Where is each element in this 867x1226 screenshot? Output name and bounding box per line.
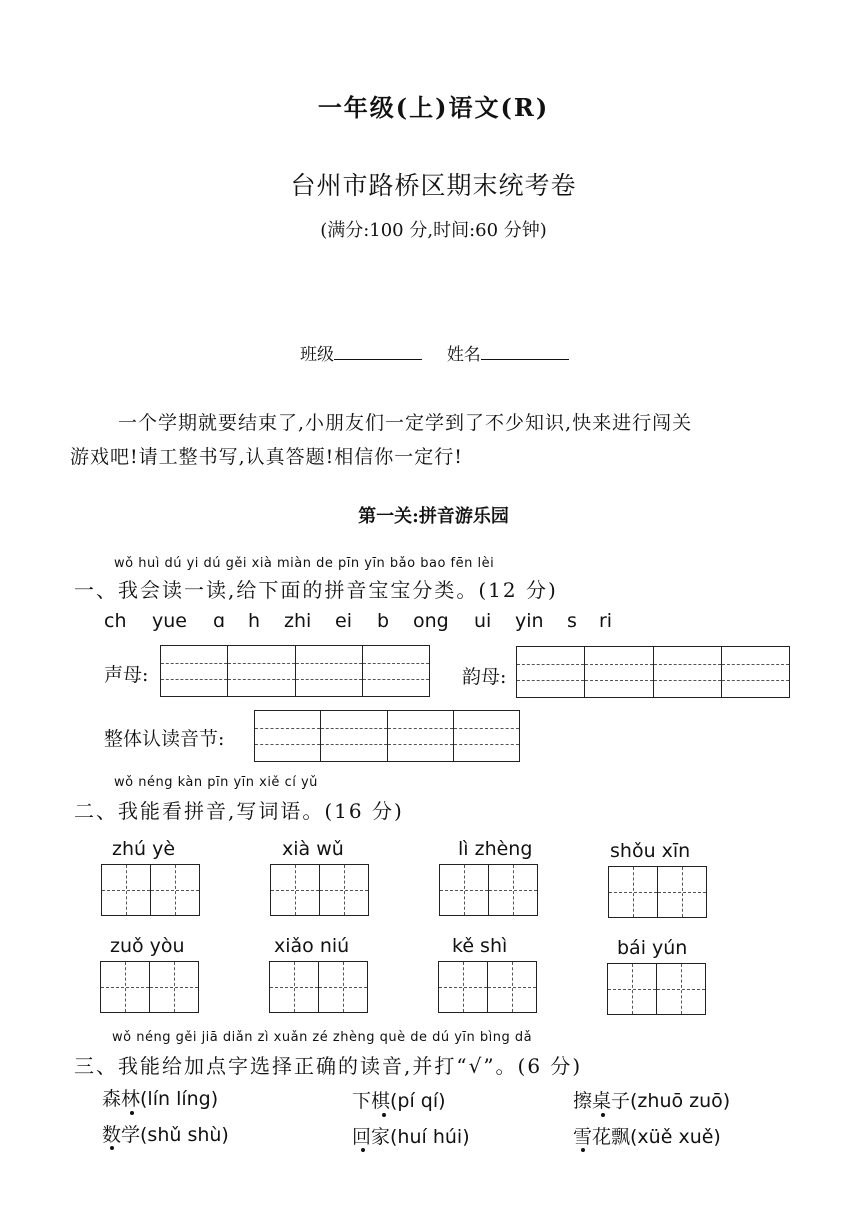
choice-item[interactable] <box>573 1122 721 1149</box>
initials-grid[interactable] <box>160 645 430 697</box>
q1-letters <box>0 610 867 636</box>
grid-cell[interactable] <box>454 711 519 761</box>
choice-options[interactable]: (lín líng) <box>140 1088 219 1110</box>
emphasis-dot <box>382 1113 386 1117</box>
q1-pinyin: wǒ huì dú yi dú gěi xià miàn de pīn yīn bǎo bao fēn lèi <box>114 556 495 571</box>
tianzige[interactable] <box>607 963 706 1015</box>
letter: ch <box>104 610 127 632</box>
choice-item[interactable] <box>102 1084 218 1111</box>
exam-title: 台州市路桥区期末统考卷 <box>290 171 577 200</box>
choice-options[interactable]: (pí qí) <box>390 1090 446 1112</box>
finals-label: 韵母: <box>462 666 507 688</box>
grid-cell[interactable] <box>585 647 653 697</box>
grid-cell[interactable] <box>255 711 321 761</box>
grid-cell[interactable] <box>321 711 387 761</box>
whole-grid[interactable] <box>254 710 520 762</box>
letter: b <box>377 610 390 632</box>
choice-word: 回家 <box>352 1126 391 1148</box>
choice-options[interactable]: (huí húi) <box>390 1126 470 1148</box>
emphasis-dot <box>110 1146 114 1150</box>
choice-word: 雪花飘 <box>573 1126 631 1148</box>
name-label: 姓名 <box>446 345 481 365</box>
letter: ɑ <box>213 610 226 632</box>
word-pinyin: zhú yè <box>112 838 176 860</box>
choice-word: 下棋 <box>352 1090 391 1112</box>
letter: yin <box>515 610 544 632</box>
choice-item[interactable] <box>352 1122 470 1149</box>
letter: s <box>567 610 577 632</box>
choice-options[interactable]: (xüě xuě) <box>630 1126 721 1148</box>
grid-cell[interactable] <box>517 647 585 697</box>
emphasis-dot <box>601 1113 605 1117</box>
tianzige[interactable] <box>101 864 200 916</box>
intro-line-2: 游戏吧!请工整书写,认真答题!相信你一定行! <box>70 446 463 468</box>
grid-cell[interactable] <box>654 647 722 697</box>
emphasis-dot <box>361 1148 365 1152</box>
word-pinyin: xiǎo niú <box>274 935 350 957</box>
tianzige[interactable] <box>100 961 199 1013</box>
initials-label: 声母: <box>104 664 149 686</box>
letter: h <box>248 610 261 632</box>
letter: zhi <box>284 610 312 632</box>
intro-line-1: 一个学期就要结束了,小朋友们一定学到了不少知识,快来进行闯关 <box>118 412 693 434</box>
emphasis-dot <box>130 1111 134 1115</box>
finals-grid[interactable] <box>516 646 790 698</box>
tianzige[interactable] <box>438 961 537 1013</box>
word-pinyin: kě shì <box>452 935 508 957</box>
q3-text: 三、我能给加点字选择正确的读音,并打“√”。(6 分) <box>74 1054 583 1078</box>
word-pinyin: zuǒ yòu <box>110 935 185 957</box>
q2-pinyin: wǒ néng kàn pīn yīn xiě cí yǔ <box>114 775 318 790</box>
choice-word: 擦桌子 <box>573 1090 631 1112</box>
grid-cell[interactable] <box>228 646 295 696</box>
score-time: (满分:100 分,时间:60 分钟) <box>320 220 547 241</box>
emphasis-dot <box>581 1148 585 1152</box>
choice-item[interactable] <box>573 1086 730 1113</box>
grid-cell[interactable] <box>161 646 228 696</box>
letter: ui <box>474 610 492 632</box>
class-field[interactable] <box>334 345 422 360</box>
choice-item[interactable] <box>102 1120 229 1147</box>
tianzige[interactable] <box>608 866 707 918</box>
q1-text: 一、我会读一读,给下面的拼音宝宝分类。(12 分) <box>74 578 558 602</box>
choice-word: 数学 <box>102 1124 141 1146</box>
grid-cell[interactable] <box>722 647 789 697</box>
letter: yue <box>152 610 187 632</box>
letter: ong <box>413 610 449 632</box>
name-field[interactable] <box>481 345 569 360</box>
letter: ri <box>599 610 613 632</box>
student-info <box>300 340 569 365</box>
grid-cell[interactable] <box>388 711 454 761</box>
q2-text: 二、我能看拼音,写词语。(16 分) <box>74 799 404 823</box>
tianzige[interactable] <box>269 961 368 1013</box>
word-pinyin: shǒu xīn <box>610 840 691 862</box>
choice-options[interactable]: (zhuō zuō) <box>630 1090 731 1112</box>
whole-label: 整体认读音节: <box>104 728 225 750</box>
word-pinyin: xià wǔ <box>282 838 344 860</box>
tianzige[interactable] <box>270 864 369 916</box>
word-pinyin: lì zhèng <box>458 838 533 860</box>
choice-item[interactable] <box>352 1086 446 1113</box>
level-1-title: 第一关:拼音游乐园 <box>358 506 509 527</box>
letter: ei <box>335 610 352 632</box>
tianzige[interactable] <box>439 864 538 916</box>
grid-cell[interactable] <box>363 646 429 696</box>
word-pinyin: bái yún <box>617 937 688 959</box>
q3-pinyin: wǒ néng gěi jiā diǎn zì xuǎn zé zhèng què de dú yīn bìng dǎ <box>112 1030 533 1045</box>
class-label: 班级 <box>300 345 334 365</box>
grade-title: 一年级(上)语文(R) <box>317 93 550 122</box>
choice-options[interactable]: (shǔ shù) <box>140 1124 229 1146</box>
choice-word: 森林 <box>102 1088 141 1110</box>
grid-cell[interactable] <box>296 646 363 696</box>
